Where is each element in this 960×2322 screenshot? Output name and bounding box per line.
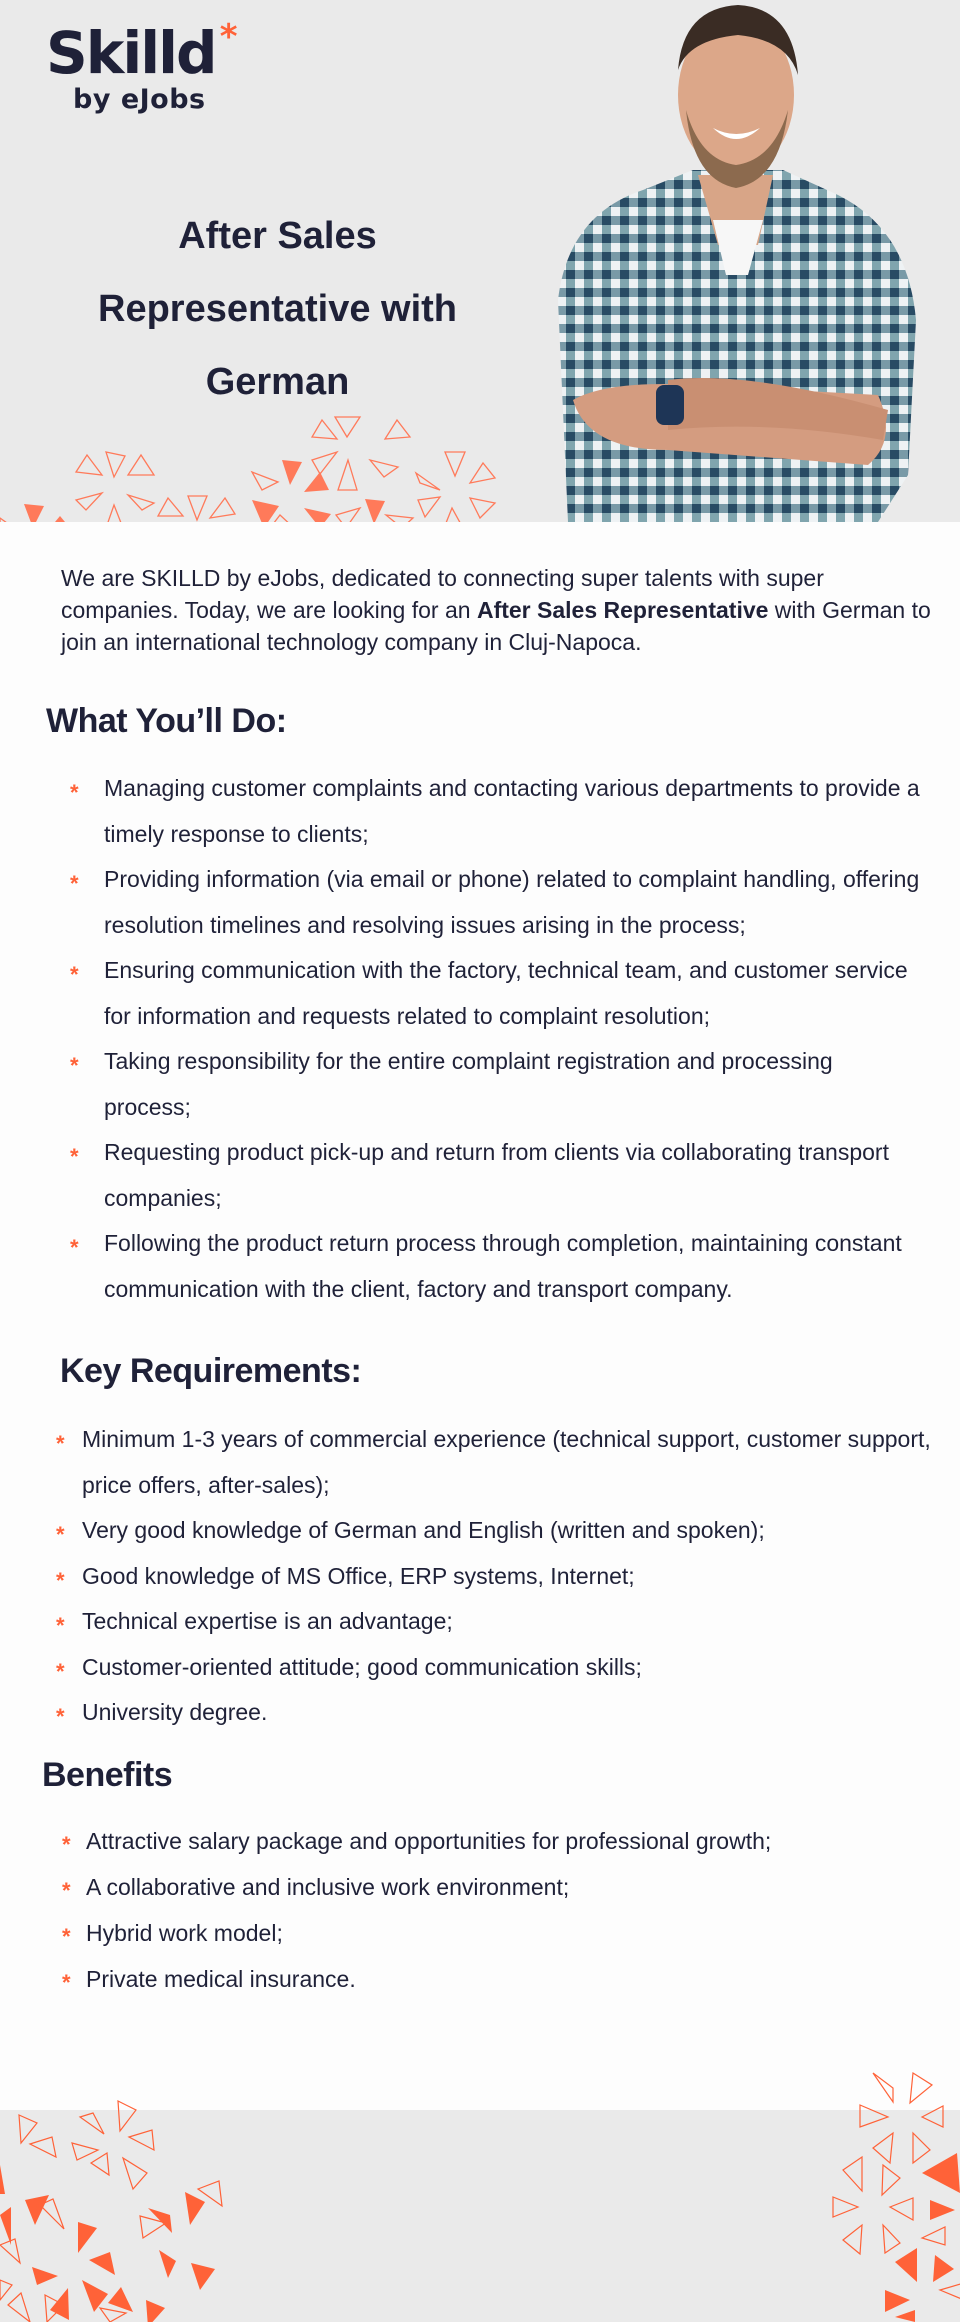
intro-role-highlight: After Sales Representative (476, 597, 769, 623)
job-title-line-3: German (205, 361, 350, 403)
list-item: * Providing information (via email or phone) related to complaint handling, offering resolution timelines and resolving issues arising in the process; (104, 857, 924, 948)
job-title-line-1: After Sales (178, 215, 377, 257)
list-item: * Minimum 1-3 years of commercial experience (technical support, customer support, price offers, after-sales); (82, 1417, 932, 1508)
list-item: * Very good knowledge of German and English (written and spoken); (82, 1508, 932, 1554)
list-item: * Ensuring communication with the factory, technical team, and customer service for information and requests related to complaint resolution; (104, 948, 924, 1039)
asterisk-bullet-icon: * (56, 1431, 65, 1456)
asterisk-bullet-icon: * (62, 1832, 71, 1857)
job-title-line-2: Representative with (98, 288, 457, 330)
list-item: * Good knowledge of MS Office, ERP systems, Internet; (82, 1554, 932, 1600)
asterisk-bullet-icon: * (56, 1567, 65, 1593)
triangle-cluster-left-icon (0, 2095, 230, 2322)
list-item: * Following the product return process through completion, maintaining constant communication with the client, factory and transport company. (104, 1221, 924, 1312)
triangle-pattern-icon (0, 390, 500, 522)
job-title (60, 200, 495, 419)
list-item: * Managing customer complaints and contacting various departments to provide a timely response to clients; (104, 766, 924, 857)
section-title-benefits: Benefits (42, 1756, 173, 1794)
asterisk-bullet-icon: * (70, 1053, 79, 1078)
hero-photo (548, 0, 920, 522)
section-title-key-requirements: Key Requirements: (60, 1352, 362, 1390)
asterisk-bullet-icon: * (56, 1658, 65, 1684)
triangle-cluster-right-icon (800, 2055, 960, 2322)
hero-banner (0, 0, 960, 522)
asterisk-bullet-icon: * (62, 1924, 71, 1949)
list-item: * Requesting product pick-up and return from clients via collaborating transport companies; (104, 1130, 924, 1221)
list-item: * Private medical insurance. (86, 1956, 926, 2002)
asterisk-bullet-icon: * (70, 962, 79, 987)
asterisk-bullet-icon: * (56, 1704, 65, 1729)
asterisk-bullet-icon: * (56, 1522, 65, 1547)
list-item: * Hybrid work model; (86, 1910, 926, 1956)
skilld-logo[interactable] (46, 17, 236, 115)
benefits-list (62, 1818, 926, 2002)
asterisk-icon: * (219, 17, 236, 57)
list-item: * Technical expertise is an advantage; (82, 1599, 932, 1645)
asterisk-bullet-icon: * (70, 1144, 79, 1169)
list-item: * Taking responsibility for the entire complaint registration and processing process; (104, 1039, 924, 1130)
logo-subtitle: by eJobs (73, 84, 206, 115)
intro-paragraph: We are SKILLD by eJobs, dedicated to connecting super talents with super companies. Today, we are looking for an After Sales Representative with German to join an international technology company in Cluj-Napoca. (61, 565, 931, 655)
list-item: * University degree. (82, 1690, 932, 1736)
key-requirements-list (56, 1417, 932, 1736)
asterisk-bullet-icon: * (70, 1235, 79, 1260)
list-item: * A collaborative and inclusive work environment; (86, 1864, 926, 1910)
asterisk-bullet-icon: * (56, 1613, 65, 1638)
what-youll-do-list (70, 766, 924, 1312)
logo-wordmark: Skilld * (46, 17, 236, 87)
section-title-what-youll-do: What You’ll Do: (46, 702, 287, 740)
asterisk-bullet-icon: * (70, 780, 79, 805)
list-item: * Attractive salary package and opportunities for professional growth; (86, 1818, 926, 1864)
asterisk-bullet-icon: * (70, 871, 79, 896)
list-item: * Customer-oriented attitude; good communication skills; (82, 1645, 932, 1691)
asterisk-bullet-icon: * (62, 1878, 71, 1903)
asterisk-bullet-icon: * (62, 1970, 71, 1995)
